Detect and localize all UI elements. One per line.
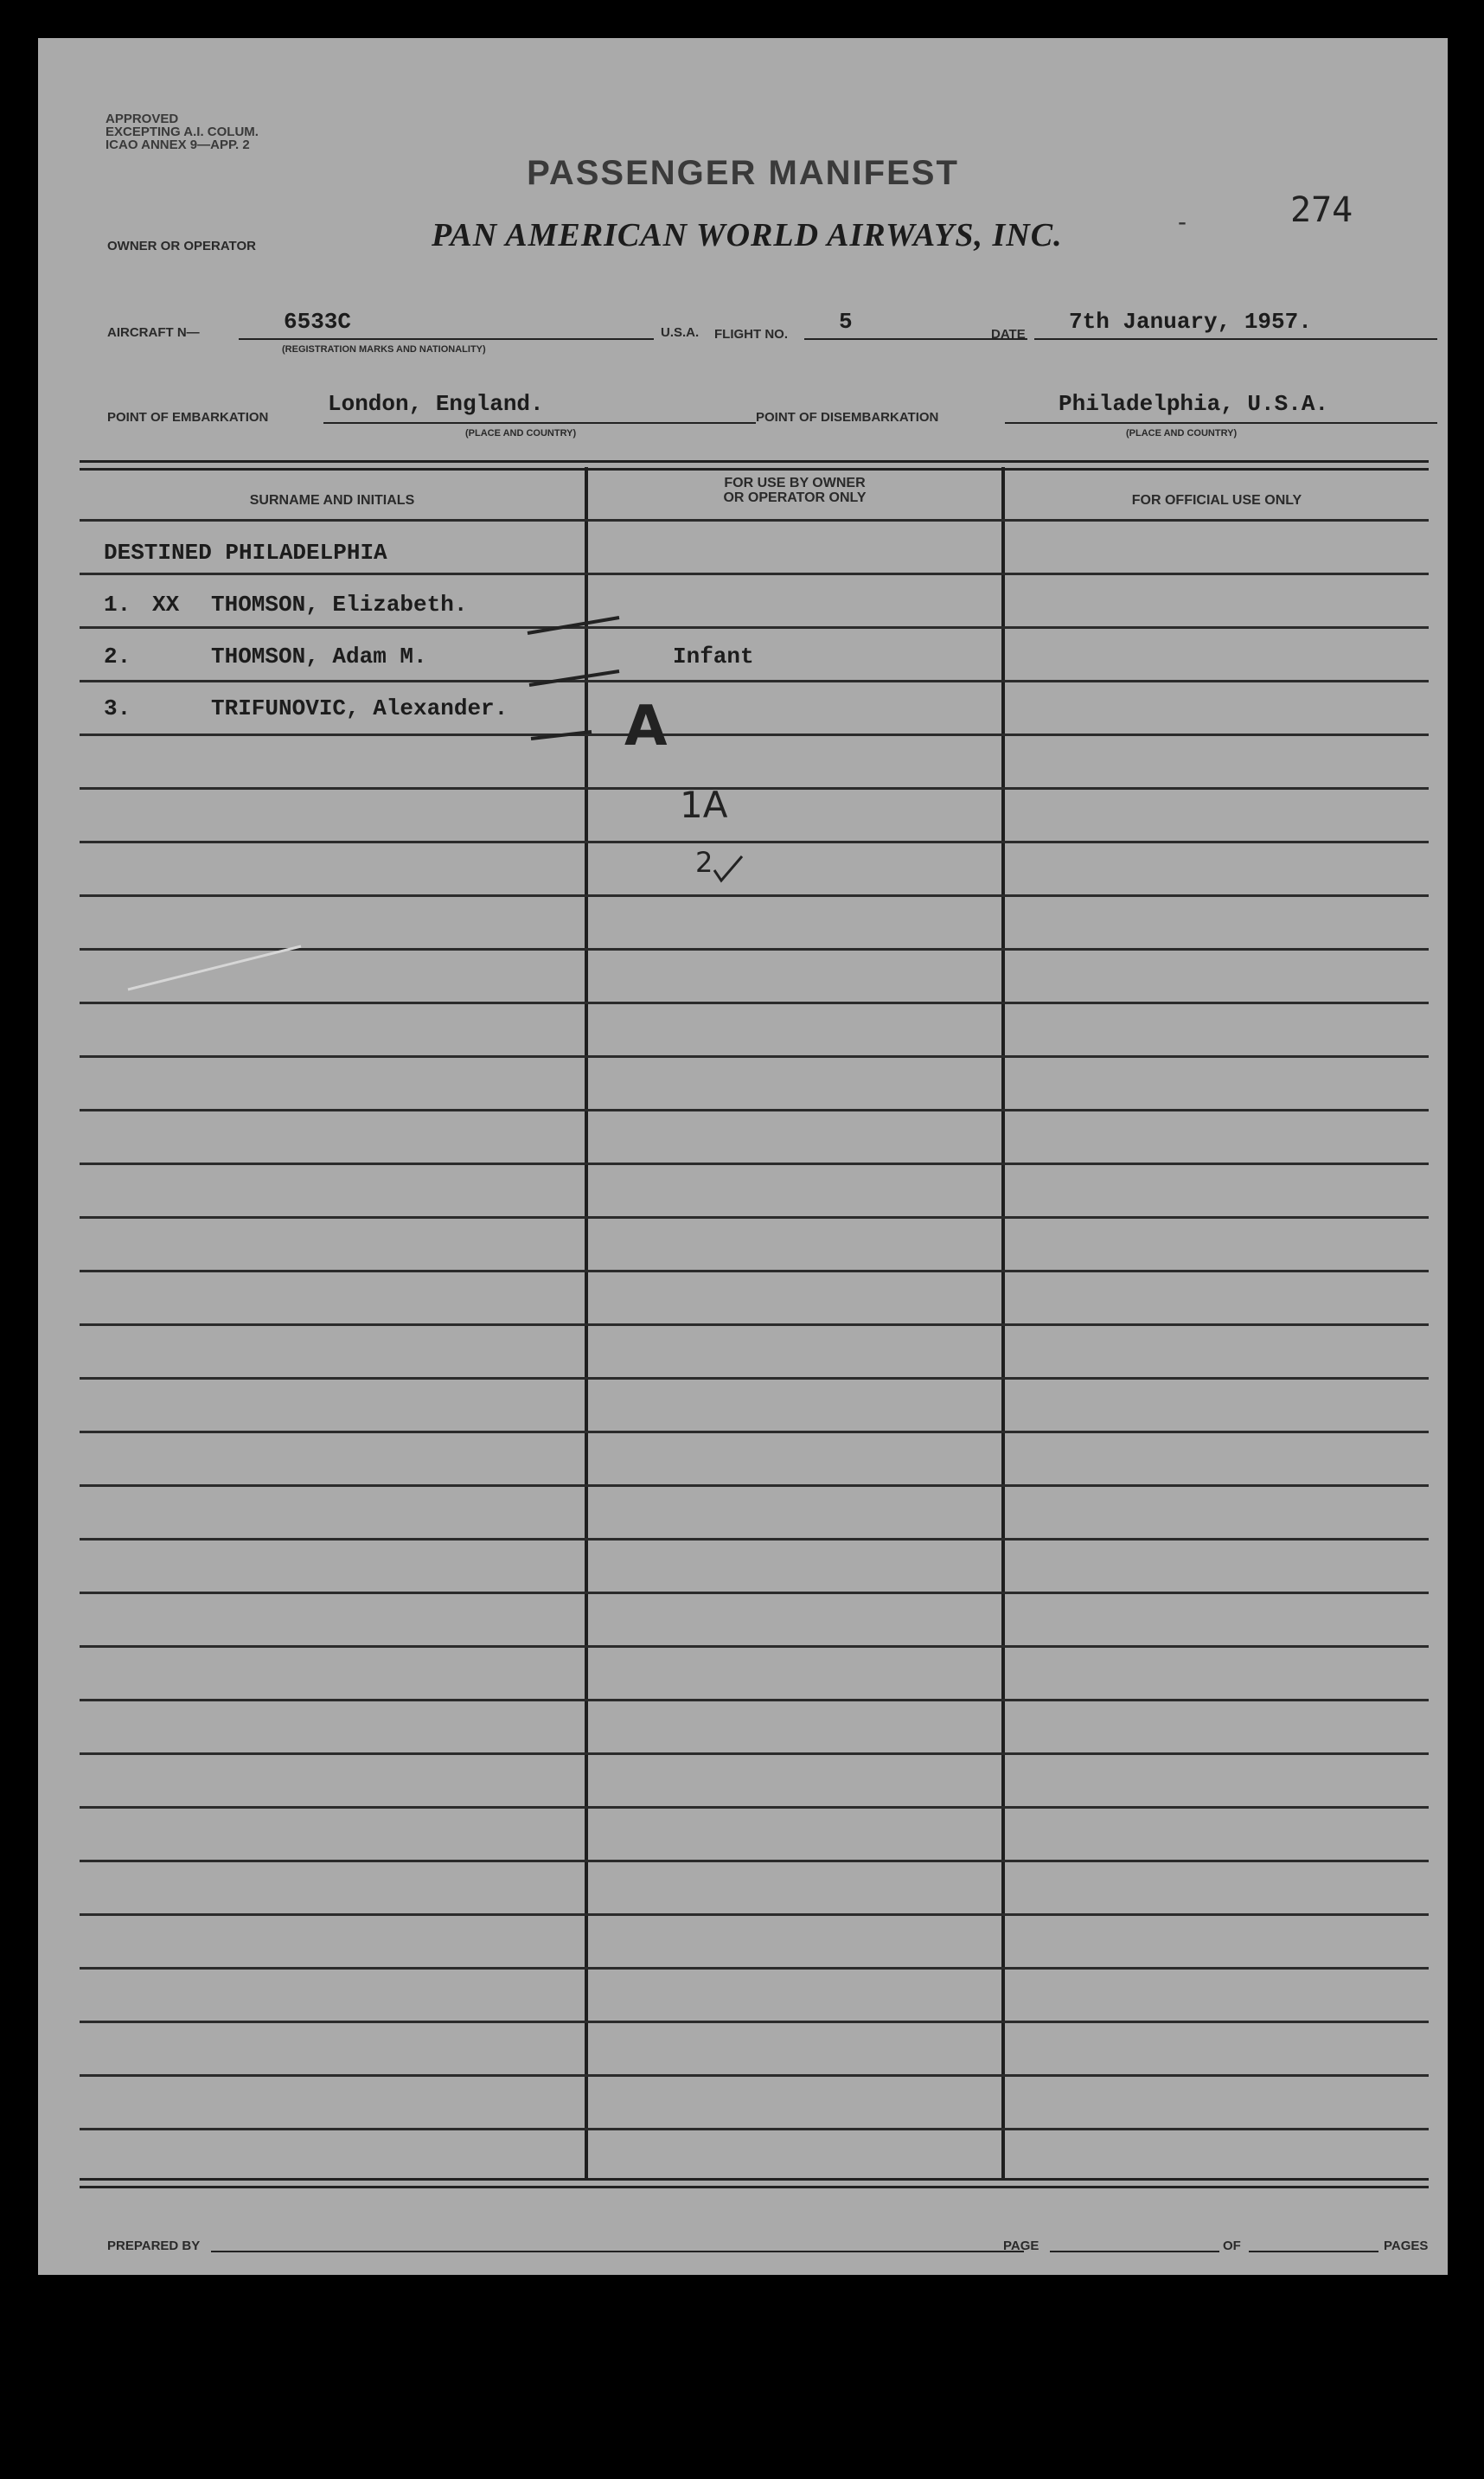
handwritten-count: 2 (695, 846, 713, 879)
of-underline (1249, 2251, 1378, 2252)
header-owner-use-line: OR OPERATOR ONLY (723, 490, 867, 505)
flight-label: FLIGHT NO. (714, 327, 788, 342)
owner-label: OWNER OR OPERATOR (107, 239, 256, 253)
handwritten-mark-a: A (624, 695, 668, 759)
table-row-line (80, 733, 1429, 736)
approval-line: ICAO ANNEX 9—APP. 2 (106, 138, 250, 152)
embark-label: POINT OF EMBARKATION (107, 410, 269, 425)
table-row-line (80, 1806, 1429, 1809)
table-row-line (80, 2128, 1429, 2130)
table-bottom-border (80, 2178, 1429, 2188)
passenger-number: 2. (104, 644, 131, 669)
owner-value: PAN AMERICAN WORLD AIRWAYS, INC. (432, 217, 1063, 253)
table-row-line (80, 1752, 1429, 1755)
prepared-by-label: PREPARED BY (107, 2239, 201, 2253)
passenger-name: THOMSON, Elizabeth. (211, 592, 468, 618)
table-row-line (80, 1913, 1429, 1916)
aircraft-label: AIRCRAFT N— (107, 325, 200, 340)
tick-mark (528, 618, 619, 633)
table-row-line (80, 626, 1429, 629)
table-row-line (80, 1967, 1429, 1970)
header-official: FOR OFFICIAL USE ONLY (1131, 493, 1302, 508)
passenger-number: 3. (104, 695, 131, 721)
aircraft-sublabel: (REGISTRATION MARKS AND NATIONALITY) (282, 344, 486, 355)
destination-heading: DESTINED PHILADELPHIA (104, 540, 387, 566)
dash-mark: - (1178, 208, 1187, 236)
embark-value: London, England. (328, 391, 544, 417)
disembark-value: Philadelphia, U.S.A. (1059, 391, 1329, 417)
table-row-line (80, 1431, 1429, 1433)
approval-line: APPROVED (106, 112, 179, 126)
table-row-line (80, 841, 1429, 843)
table-row-line (80, 2074, 1429, 2077)
prepared-by-underline (211, 2251, 1024, 2252)
aircraft-value: 6533C (284, 309, 352, 335)
disembark-label: POINT OF DISEMBARKATION (756, 410, 939, 425)
checkmark-icon (711, 855, 745, 884)
table-row-line (80, 787, 1429, 790)
table-row-line (80, 1484, 1429, 1487)
table-row-line (80, 1216, 1429, 1219)
header-owner-use-line: FOR USE BY OWNER (724, 476, 866, 490)
date-label: DATE (991, 327, 1026, 342)
table-row-line (80, 573, 1429, 575)
table-row-line (80, 1055, 1429, 1058)
handwritten-marks (522, 592, 695, 791)
date-underline (1034, 338, 1437, 340)
approval-stamp (106, 112, 259, 151)
disembark-sublabel: (PLACE AND COUNTRY) (1126, 428, 1238, 439)
passenger-note: Infant (673, 644, 754, 669)
table-row-line (80, 894, 1429, 897)
table-row-line (80, 1377, 1429, 1380)
aircraft-underline (239, 338, 654, 340)
of-label: OF (1223, 2239, 1241, 2253)
nationality: U.S.A. (661, 325, 700, 340)
tick-mark (531, 732, 592, 739)
header-surname: SURNAME AND INITIALS (249, 493, 415, 508)
pencil-scratch (125, 941, 306, 993)
page-label: PAGE (1003, 2239, 1039, 2253)
table-row-line (80, 1645, 1429, 1648)
table-row-line (80, 519, 1429, 522)
table-row-line (80, 2021, 1429, 2023)
table-row-line (80, 1270, 1429, 1272)
tick-mark (529, 671, 619, 685)
page-number: 274 (1290, 190, 1353, 230)
disembark-underline (1005, 422, 1437, 424)
date-value: 7th January, 1957. (1069, 309, 1312, 335)
passenger-number: 1. (104, 592, 131, 618)
table-row-line (80, 1109, 1429, 1111)
passenger-name: TRIFUNOVIC, Alexander. (211, 695, 509, 721)
handwritten-count: 1A (680, 784, 728, 826)
table-row-line (80, 1163, 1429, 1165)
manifest-sheet (38, 38, 1448, 2275)
embark-sublabel: (PLACE AND COUNTRY) (465, 428, 577, 439)
table-row-line (80, 1699, 1429, 1701)
table-row-line (80, 1002, 1429, 1004)
pages-label: PAGES (1384, 2239, 1429, 2253)
page-underline (1050, 2251, 1219, 2252)
table-row-line (80, 1592, 1429, 1594)
embark-underline (323, 422, 756, 424)
table-top-border (80, 460, 1429, 471)
column-divider-2 (1001, 467, 1005, 2178)
table-row-line (80, 1538, 1429, 1541)
approval-line: EXCEPTING A.I. COLUM. (106, 125, 259, 139)
table-row-line (80, 1323, 1429, 1326)
document-title: PASSENGER MANIFEST (527, 154, 959, 192)
header-owner-use (588, 476, 1001, 505)
flight-value: 5 (839, 309, 853, 335)
struck-prefix: XX (152, 592, 180, 618)
table-row-line (80, 1860, 1429, 1862)
passenger-name: THOMSON, Adam M. (211, 644, 427, 669)
table-row-line (80, 680, 1429, 682)
